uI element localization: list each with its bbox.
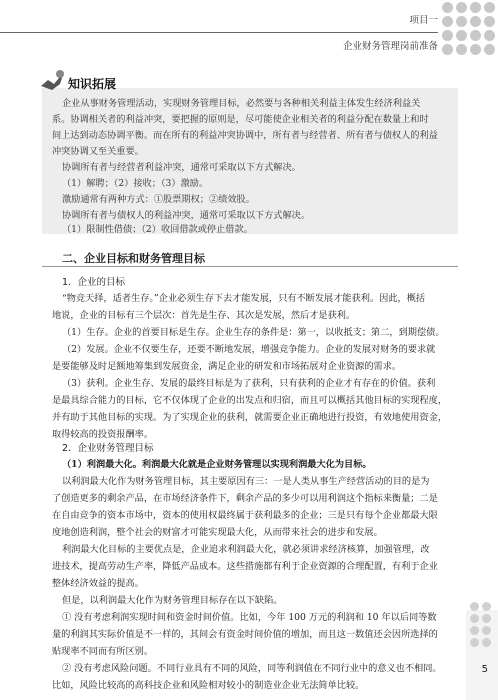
box-line: 协调所有者与债权人的利益冲突，通常可采取以下方式解决。 — [62, 210, 311, 221]
body-line: 以利润最大化作为财务管理目标，其主要原因有三：一是人类从事生产经营活动的目的是为 — [62, 476, 430, 487]
body-line: 地说，企业的目标有三个层次：首先是生存、其次是发展，然后才是获利。 — [52, 310, 356, 321]
box-line: 间上达到动态协调平衡。而在所有的利益冲突协调中，所有者与经营者、所有者与债权人的利益 — [52, 130, 438, 141]
page-number: 5 — [481, 664, 488, 675]
body-line: 是要能够及时足额地筹集到发展资金，满足企业的研发和市场拓展对企业资源的需求。 — [52, 361, 402, 372]
body-line: ① 没有考虑利润实现时间和资金时间价值。比如，今年 100 万元的利润和 10 年以后同等数 — [62, 612, 437, 623]
body-line: 在自由竞争的资本市场中，资本的使用权最终属于获利最多的企业；三是只有每个企业都最大限 — [52, 510, 438, 521]
box-line: （1）限制性借债；（2）收回借款或停止借款。 — [62, 224, 253, 235]
body-line: 整体经济效益的提高。 — [52, 578, 144, 589]
body-line: （3）获利。企业生存、发展的最终目标是为了获利，只有获利的企业才有存在的价值。获利 — [62, 378, 436, 389]
body-line: “物竞天择，适者生存。”企业必须生存下去才能发展，只有不断发展才能获利。因此，概括 — [62, 293, 426, 304]
header-dot-pattern — [440, 0, 498, 58]
box-line: （1）解聘；（2）接收；（3）激励。 — [62, 178, 209, 189]
subheading-enterprise-goals: 1．企业的目标 — [62, 277, 126, 288]
knowledge-box-title: 知识拓展 — [68, 77, 117, 91]
body-line: 但是，以利润最大化作为财务管理目标存在以下缺陷。 — [62, 595, 283, 606]
chapter-title: 企业财务管理岗前准备 — [342, 41, 438, 52]
subheading-financial-goals: 2．企业财务管理目标 — [62, 443, 154, 454]
body-line: 量的利润其实际价值是不一样的，其间会有资金时间价值的增加，而且这一数值还会因所选择的 — [52, 629, 438, 640]
body-line: 并有助于其他目标的实现。为了实现企业的获利，就需要企业正确地进行投资，有效地使用资金， — [52, 412, 448, 423]
box-line: 协调所有者与经营者利益冲突，通常可采取以下方式解决。 — [62, 162, 301, 173]
header-rule — [0, 32, 438, 33]
page-header — [0, 0, 498, 58]
section-heading-rule — [42, 266, 458, 267]
box-line: 冲突协调又至关重要。 — [52, 146, 144, 157]
body-line: 取得较高的投资报酬率。 — [52, 429, 154, 440]
body-line: 比如，风险比较高的高科技企业和风险相对较小的制造业企业无法简单比较。 — [52, 680, 365, 691]
box-line: 企业从事财务管理活动，实现财务管理目标，必然要与各种相关利益主体发生经济利益关 — [62, 98, 421, 109]
project-label: 项目一 — [409, 15, 438, 26]
body-line: ② 没有考虑风险问题。不同行业具有不同的风险，同等利润值在不同行业中的意义也不相同。 — [62, 663, 442, 674]
box-line: 激励通常有两种方式：①股票期权；②绩效股。 — [62, 194, 255, 205]
body-line: 进技术，提高劳动生产率，降低产品成本。这些措施都有利于企业资源的合理配置，有利于企业 — [52, 561, 438, 572]
lightbulb-hand-icon — [38, 66, 68, 96]
body-line: 利润最大化目标的主要优点是，企业追求利润最大化，就必须讲求经济核算，加强管理，改 — [62, 544, 430, 555]
box-line: 系。协调相关者的利益冲突，要把握的原则是，尽可能使企业相关者的利益分配在数量上和时 — [52, 114, 429, 125]
body-line: 了创造更多的剩余产品，在市场经济条件下，剩余产品的多少可以用利润这个指标来衡量；二是 — [52, 493, 438, 504]
footer-dot-pattern — [468, 600, 494, 660]
body-line: （2）发展。企业不仅要生存，还要不断地发展，增强竞争能力。企业的发展对财务的要求就 — [62, 344, 436, 355]
body-line: 度地创造利润，整个社会的财富才可能实现最大化，从而带来社会的进步和发展。 — [52, 527, 383, 538]
body-line: （1）利润最大化。利润最大化就是企业财务管理以实现利润最大化为目标。 — [62, 459, 372, 470]
body-line: 贴现率不同而有所区别。 — [52, 646, 154, 657]
body-line: （1）生存。企业的首要目标是生存。企业生存的条件是：第一，以收抵支；第二，到期偿债。 — [62, 327, 445, 338]
body-line: 是最具综合能力的目标，它不仅体现了企业的出发点和归宿，而且可以概括其他目标的实现程度， — [52, 395, 448, 406]
section-heading: 二、企业目标和财务管理目标 — [62, 252, 205, 265]
